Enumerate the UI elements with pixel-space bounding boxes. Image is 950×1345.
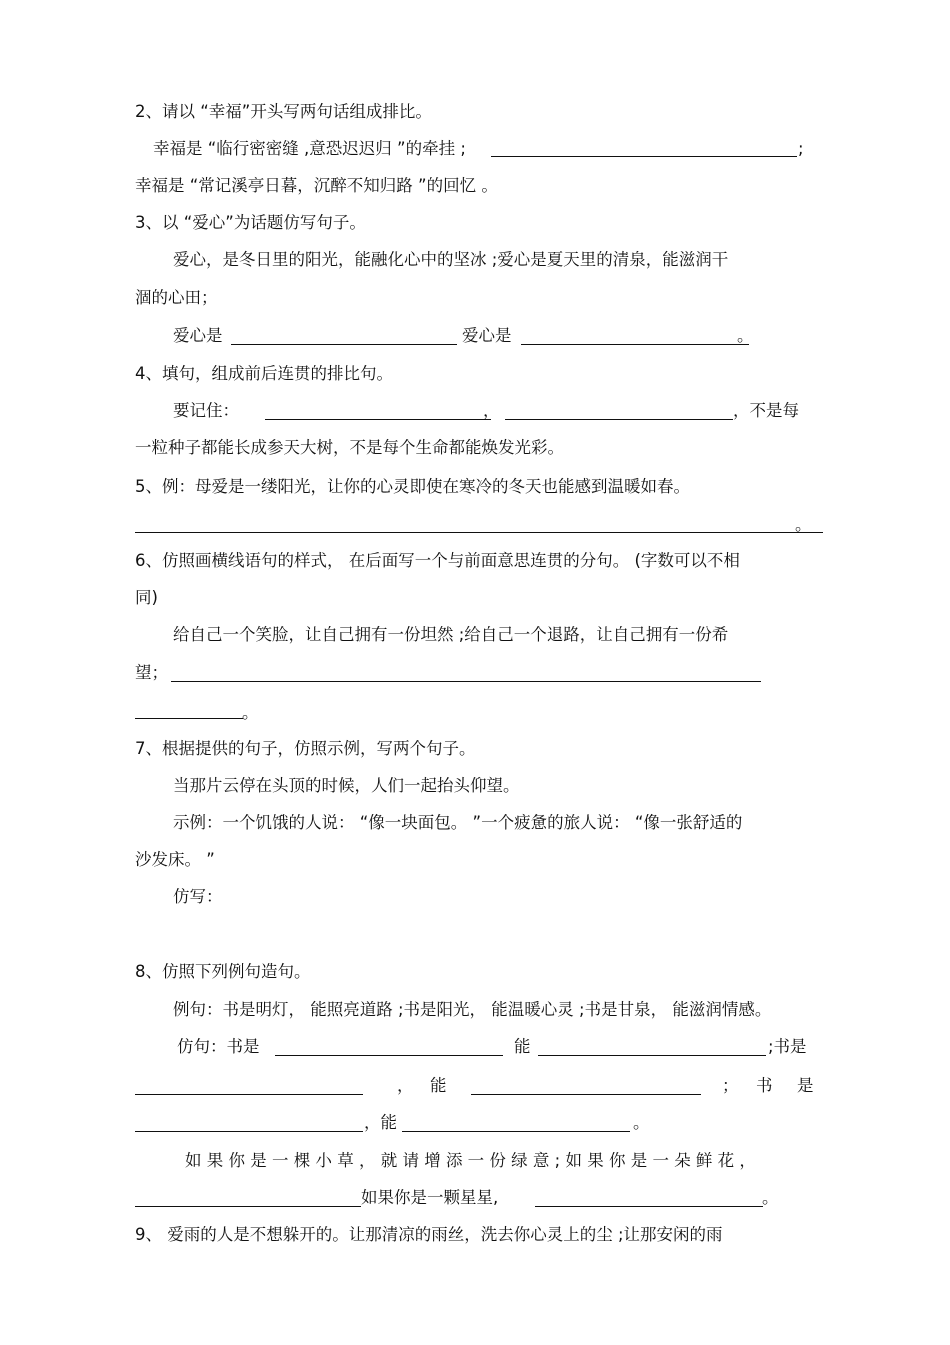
q4-lead: 要记住： [173, 401, 239, 420]
q5-blank[interactable] [135, 531, 823, 533]
q8-r2-shu: 书 [756, 1076, 773, 1095]
q7-imitate-label: 仿写： [173, 887, 223, 906]
q8-r2-comma: ， [397, 1076, 414, 1095]
q2-title: 2、请以 “幸福”开头写两句话组成排比。 [135, 102, 432, 121]
q6-example: 给自己一个笑脸，让自己拥有一份坦然 ;给自己一个退路，让自己拥有一份希 [173, 625, 729, 644]
q6-example-line2: 望； [135, 663, 168, 682]
q4-blank-2[interactable] [505, 418, 733, 420]
q8-r2-shi: 是 [797, 1076, 814, 1095]
q8-blank-5[interactable] [135, 1130, 363, 1132]
q3-example-line1: 爱心，是冬日里的阳光，能融化心中的坚冰 ;爱心是夏天里的清泉，能滋润干 [173, 250, 729, 269]
q8-blank-7[interactable] [135, 1205, 361, 1207]
q8-title: 8、仿照下列例句造句。 [135, 962, 311, 981]
q3-blank-b[interactable] [521, 343, 749, 345]
q3-example-line2: 涸的心田； [135, 288, 218, 307]
q8-example: 例句：书是明灯， 能照亮道路 ;书是阳光， 能温暖心灵 ;书是甘泉， 能滋润情感。 [173, 1000, 772, 1019]
q8-blank-3[interactable] [135, 1093, 363, 1095]
q2-blank1[interactable] [491, 155, 797, 157]
q8-blank-8[interactable] [535, 1205, 763, 1207]
q8-r2-neng: 能 [430, 1076, 447, 1095]
q8-r3-end: 。 [633, 1113, 650, 1132]
q4-tail: ，不是每 [733, 401, 799, 420]
q5-end: 。 [795, 515, 812, 534]
q7-title: 7、根据提供的句子，仿照示例，写两个句子。 [135, 739, 476, 758]
q6-title: 6、仿照画横线语句的样式， 在后面写一个与前面意思连贯的分句。 (字数可以不相 [135, 551, 740, 570]
q8-paragraph-line1: 如 果 你 是 一 棵 小 草 ， 就 请 增 添 一 份 绿 意 ; 如 果 你 是 一 朵 鲜 花 ， [185, 1151, 756, 1170]
q3-title: 3、以 “爱心”为话题仿写句子。 [135, 213, 366, 232]
q7-example-line2: 沙发床。 ” [135, 850, 215, 869]
q8-blank-4[interactable] [471, 1093, 701, 1095]
q8-fill-shushi: ;书是 [768, 1037, 807, 1056]
q8-blank-1[interactable] [275, 1054, 503, 1056]
q4-title: 4、填句，组成前后连贯的排比句。 [135, 364, 393, 383]
q3-fill-b: 爱心是 [462, 326, 512, 345]
q2-line2: 幸福是 “常记溪亭日暮，沉醉不知归路 ”的回忆 。 [135, 176, 498, 195]
q2-line1: 幸福是 “临行密密缝 ,意恐迟迟归 ”的牵挂 ; [153, 139, 466, 158]
q3-blank-a[interactable] [231, 343, 457, 345]
q2-line1-end: ; [798, 139, 804, 158]
q4-line2: 一粒种子都能长成参天大树，不是每个生命都能焕发光彩。 [135, 438, 564, 457]
q6-title-line2: 同) [135, 588, 158, 607]
q8-blank-6[interactable] [402, 1130, 630, 1132]
q9-title: 9、 爱雨的人是不想躲开的。让那清凉的雨丝，洗去你心灵上的尘 ;让那安闲的雨 [135, 1225, 723, 1244]
q7-example: 示例：一个饥饿的人说： “像一块面包。 ”一个疲惫的旅人说： “像一张舒适的 [173, 813, 743, 832]
q6-end: 。 [242, 703, 259, 722]
q5-title: 5、例：母爱是一缕阳光，让你的心灵即使在寒冷的冬天也能感到温暖如春。 [135, 477, 690, 496]
q8-fill-neng: 能 [514, 1037, 531, 1056]
q7-sentence: 当那片云停在头顶的时候，人们一起抬头仰望。 [173, 776, 520, 795]
q3-fill-end: 。 [737, 326, 754, 345]
q3-fill-a: 爱心是 [173, 326, 223, 345]
q6-blank-1[interactable] [171, 680, 761, 682]
q8-paragraph-end: 。 [762, 1188, 779, 1207]
q8-r3-neng: ，能 [364, 1113, 397, 1132]
q8-fill-lead: 仿句：书是 [177, 1037, 260, 1056]
q4-comma: ， [483, 401, 500, 420]
q4-blank-1[interactable] [265, 418, 491, 420]
q8-paragraph-line2: 如果你是一颗星星, [361, 1188, 499, 1207]
q6-blank-2[interactable] [135, 717, 243, 719]
q8-r2-semi: ； [722, 1076, 739, 1095]
q8-blank-2[interactable] [538, 1054, 766, 1056]
